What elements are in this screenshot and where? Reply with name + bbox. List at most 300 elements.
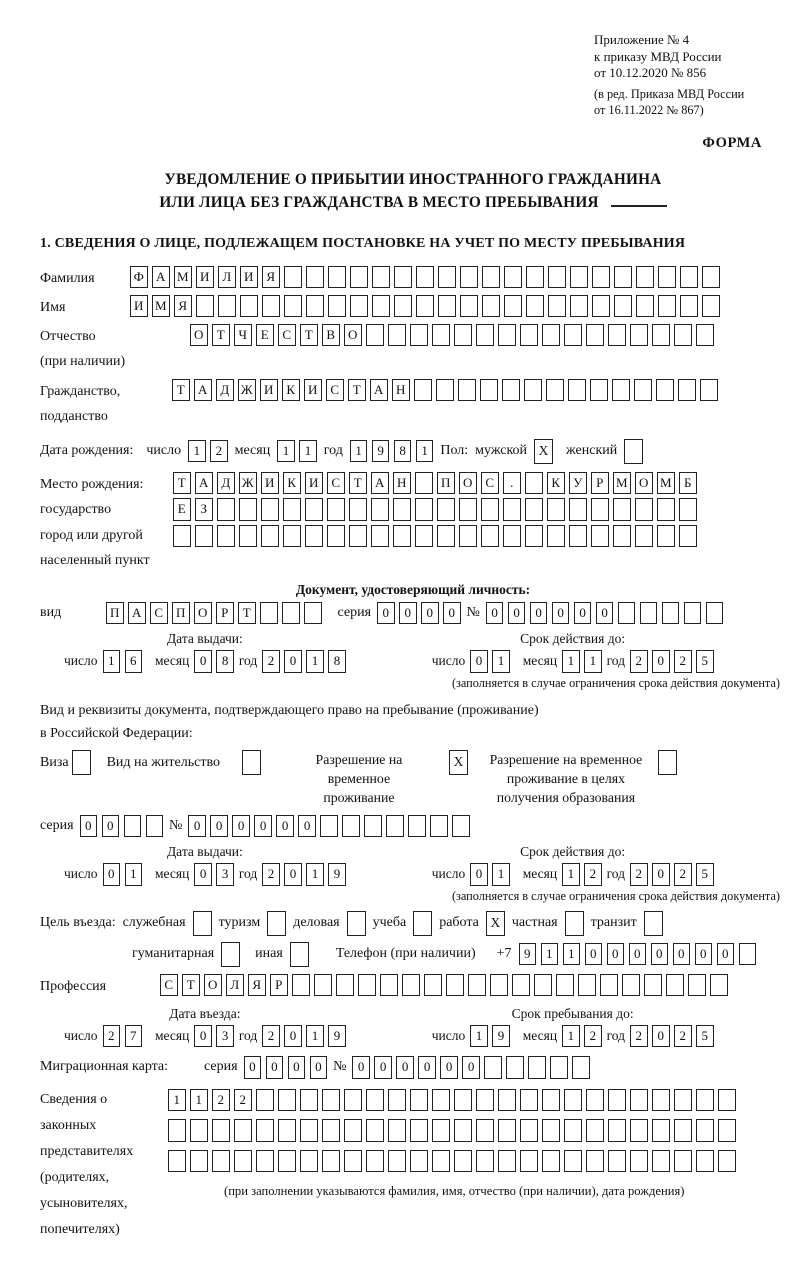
char-cell[interactable]: 0 <box>717 943 735 966</box>
char-cell[interactable]: А <box>128 602 146 625</box>
char-cell[interactable] <box>702 266 720 289</box>
char-cell[interactable] <box>635 525 653 548</box>
char-cell[interactable] <box>710 974 728 997</box>
char-cell[interactable]: Н <box>392 379 410 402</box>
char-cell[interactable]: 2 <box>262 863 280 886</box>
char-cell[interactable] <box>590 379 608 402</box>
char-cell[interactable] <box>476 1089 494 1112</box>
char-cell[interactable] <box>512 974 530 997</box>
char-cell[interactable] <box>386 815 404 838</box>
char-cell[interactable]: 2 <box>674 1025 692 1048</box>
char-cell[interactable] <box>525 472 543 495</box>
char-cell[interactable]: 2 <box>630 1025 648 1048</box>
char-cell[interactable] <box>446 974 464 997</box>
char-cell[interactable] <box>498 1150 516 1173</box>
char-cell[interactable] <box>306 266 324 289</box>
char-cell[interactable] <box>327 498 345 521</box>
char-cell[interactable] <box>520 324 538 347</box>
char-cell[interactable] <box>564 1089 582 1112</box>
char-cell[interactable] <box>327 525 345 548</box>
char-cell[interactable] <box>437 525 455 548</box>
char-cell[interactable] <box>696 1119 714 1142</box>
char-cell[interactable] <box>240 295 258 318</box>
char-cell[interactable] <box>284 266 302 289</box>
char-cell[interactable]: 0 <box>232 815 250 838</box>
char-cell[interactable] <box>482 295 500 318</box>
char-cell[interactable] <box>278 1119 296 1142</box>
char-cell[interactable] <box>542 1119 560 1142</box>
char-cell[interactable]: Ф <box>130 266 148 289</box>
char-cell[interactable]: А <box>194 379 212 402</box>
char-cell[interactable] <box>498 324 516 347</box>
migration-series-field[interactable] <box>244 1056 328 1079</box>
purpose-ucheba-checkbox[interactable] <box>413 911 432 936</box>
char-cell[interactable] <box>636 266 654 289</box>
id-doc-issue-month[interactable] <box>194 650 234 673</box>
char-cell[interactable] <box>503 498 521 521</box>
char-cell[interactable]: В <box>322 324 340 347</box>
char-cell[interactable] <box>613 498 631 521</box>
char-cell[interactable] <box>256 1150 274 1173</box>
char-cell[interactable]: 0 <box>695 943 713 966</box>
purpose-delovaya-checkbox[interactable] <box>347 911 366 936</box>
char-cell[interactable] <box>388 1150 406 1173</box>
char-cell[interactable]: 1 <box>299 440 317 463</box>
char-cell[interactable] <box>218 295 236 318</box>
char-cell[interactable] <box>349 525 367 548</box>
char-cell[interactable] <box>256 1089 274 1112</box>
char-cell[interactable] <box>468 974 486 997</box>
char-cell[interactable] <box>569 525 587 548</box>
residence-issue-month[interactable] <box>194 863 234 886</box>
char-cell[interactable] <box>388 1089 406 1112</box>
char-cell[interactable] <box>283 525 301 548</box>
char-cell[interactable] <box>408 815 426 838</box>
char-cell[interactable] <box>300 1150 318 1173</box>
char-cell[interactable] <box>410 1119 428 1142</box>
char-cell[interactable]: 1 <box>541 943 559 966</box>
temp-permit-checkbox[interactable]: X <box>449 750 468 775</box>
char-cell[interactable] <box>608 324 626 347</box>
char-cell[interactable] <box>460 266 478 289</box>
char-cell[interactable]: 2 <box>262 1025 280 1048</box>
char-cell[interactable] <box>261 525 279 548</box>
purpose-tranzit-checkbox[interactable] <box>644 911 663 936</box>
char-cell[interactable] <box>568 379 586 402</box>
char-cell[interactable]: 0 <box>284 863 302 886</box>
char-cell[interactable] <box>234 1119 252 1142</box>
char-cell[interactable] <box>393 525 411 548</box>
char-cell[interactable] <box>394 295 412 318</box>
char-cell[interactable]: 0 <box>284 1025 302 1048</box>
char-cell[interactable]: 0 <box>585 943 603 966</box>
char-cell[interactable] <box>652 1119 670 1142</box>
char-cell[interactable]: 2 <box>674 650 692 673</box>
char-cell[interactable] <box>432 1119 450 1142</box>
char-cell[interactable] <box>168 1119 186 1142</box>
char-cell[interactable] <box>173 525 191 548</box>
char-cell[interactable] <box>696 1150 714 1173</box>
char-cell[interactable] <box>262 295 280 318</box>
char-cell[interactable]: 0 <box>651 943 669 966</box>
char-cell[interactable] <box>678 379 696 402</box>
char-cell[interactable] <box>586 1089 604 1112</box>
char-cell[interactable]: 0 <box>421 602 439 625</box>
char-cell[interactable]: Т <box>348 379 366 402</box>
char-cell[interactable] <box>630 1119 648 1142</box>
char-cell[interactable]: 0 <box>310 1056 328 1079</box>
purpose-turizm-checkbox[interactable] <box>267 911 286 936</box>
char-cell[interactable] <box>498 1119 516 1142</box>
residence-issue-day[interactable] <box>103 863 143 886</box>
char-cell[interactable] <box>196 295 214 318</box>
char-cell[interactable] <box>410 1089 428 1112</box>
char-cell[interactable] <box>282 602 300 625</box>
char-cell[interactable]: 1 <box>306 650 324 673</box>
char-cell[interactable] <box>718 1119 736 1142</box>
purpose-inaya-checkbox[interactable] <box>290 942 309 967</box>
char-cell[interactable]: 9 <box>492 1025 510 1048</box>
char-cell[interactable] <box>618 602 636 625</box>
char-cell[interactable] <box>415 525 433 548</box>
char-cell[interactable]: 0 <box>508 602 526 625</box>
char-cell[interactable] <box>570 295 588 318</box>
char-cell[interactable] <box>600 974 618 997</box>
char-cell[interactable] <box>534 974 552 997</box>
char-cell[interactable] <box>634 379 652 402</box>
sex-female-checkbox[interactable] <box>624 439 643 464</box>
id-doc-issue-year[interactable] <box>262 650 346 673</box>
char-cell[interactable] <box>476 1119 494 1142</box>
char-cell[interactable]: . <box>503 472 521 495</box>
char-cell[interactable] <box>366 1089 384 1112</box>
char-cell[interactable]: 0 <box>396 1056 414 1079</box>
char-cell[interactable] <box>328 266 346 289</box>
char-cell[interactable] <box>239 498 257 521</box>
char-cell[interactable]: Ж <box>239 472 257 495</box>
char-cell[interactable] <box>548 266 566 289</box>
char-cell[interactable] <box>564 324 582 347</box>
id-doc-series-field[interactable] <box>377 602 461 625</box>
char-cell[interactable] <box>586 1150 604 1173</box>
char-cell[interactable] <box>706 602 724 625</box>
char-cell[interactable] <box>578 974 596 997</box>
char-cell[interactable] <box>388 1119 406 1142</box>
char-cell[interactable] <box>278 1089 296 1112</box>
char-cell[interactable] <box>371 498 389 521</box>
char-cell[interactable] <box>452 815 470 838</box>
phone-field[interactable] <box>519 943 757 966</box>
char-cell[interactable]: Л <box>218 266 236 289</box>
char-cell[interactable]: 0 <box>374 1056 392 1079</box>
char-cell[interactable] <box>640 602 658 625</box>
stay-until-day[interactable] <box>470 1025 510 1048</box>
id-doc-expiry-day[interactable] <box>470 650 510 673</box>
char-cell[interactable] <box>504 295 522 318</box>
char-cell[interactable] <box>350 266 368 289</box>
char-cell[interactable] <box>674 324 692 347</box>
char-cell[interactable]: Т <box>172 379 190 402</box>
id-doc-kind-field[interactable] <box>106 602 322 625</box>
char-cell[interactable]: 0 <box>470 650 488 673</box>
char-cell[interactable]: К <box>282 379 300 402</box>
char-cell[interactable] <box>195 525 213 548</box>
char-cell[interactable] <box>591 525 609 548</box>
char-cell[interactable] <box>305 525 323 548</box>
char-cell[interactable]: 0 <box>194 650 212 673</box>
char-cell[interactable]: 0 <box>254 815 272 838</box>
char-cell[interactable] <box>432 1150 450 1173</box>
char-cell[interactable] <box>542 324 560 347</box>
char-cell[interactable]: 0 <box>673 943 691 966</box>
char-cell[interactable] <box>656 379 674 402</box>
char-cell[interactable]: О <box>459 472 477 495</box>
char-cell[interactable]: К <box>283 472 301 495</box>
char-cell[interactable] <box>212 1150 230 1173</box>
char-cell[interactable]: 0 <box>288 1056 306 1079</box>
char-cell[interactable] <box>658 266 676 289</box>
char-cell[interactable] <box>414 379 432 402</box>
char-cell[interactable]: 1 <box>350 440 368 463</box>
char-cell[interactable] <box>504 266 522 289</box>
char-cell[interactable]: Е <box>173 498 191 521</box>
visa-checkbox[interactable] <box>72 750 91 775</box>
char-cell[interactable] <box>388 324 406 347</box>
char-cell[interactable] <box>679 498 697 521</box>
residence-issue-year[interactable] <box>262 863 346 886</box>
char-cell[interactable] <box>674 1150 692 1173</box>
char-cell[interactable]: 7 <box>125 1025 143 1048</box>
char-cell[interactable] <box>372 295 390 318</box>
char-cell[interactable] <box>547 525 565 548</box>
char-cell[interactable]: 0 <box>80 815 98 838</box>
char-cell[interactable]: 9 <box>519 943 537 966</box>
char-cell[interactable]: Я <box>262 266 280 289</box>
char-cell[interactable]: 1 <box>277 440 295 463</box>
char-cell[interactable]: 0 <box>194 863 212 886</box>
char-cell[interactable]: 0 <box>440 1056 458 1079</box>
char-cell[interactable] <box>506 1056 524 1079</box>
char-cell[interactable]: 1 <box>306 863 324 886</box>
char-cell[interactable]: 0 <box>399 602 417 625</box>
char-cell[interactable] <box>542 1150 560 1173</box>
char-cell[interactable] <box>336 974 354 997</box>
char-cell[interactable]: 2 <box>210 440 228 463</box>
citizenship-field[interactable] <box>172 379 718 402</box>
char-cell[interactable] <box>498 1089 516 1112</box>
char-cell[interactable]: С <box>326 379 344 402</box>
char-cell[interactable]: 5 <box>696 863 714 886</box>
profession-field[interactable] <box>160 974 728 997</box>
char-cell[interactable] <box>372 266 390 289</box>
char-cell[interactable] <box>542 1089 560 1112</box>
residence-expiry-day[interactable] <box>470 863 510 886</box>
char-cell[interactable] <box>680 295 698 318</box>
char-cell[interactable]: С <box>150 602 168 625</box>
birthdate-day-field[interactable] <box>188 440 228 463</box>
char-cell[interactable]: Т <box>173 472 191 495</box>
char-cell[interactable]: Т <box>182 974 200 997</box>
char-cell[interactable] <box>520 1150 538 1173</box>
char-cell[interactable]: Н <box>393 472 411 495</box>
char-cell[interactable] <box>572 1056 590 1079</box>
char-cell[interactable] <box>480 379 498 402</box>
char-cell[interactable] <box>168 1150 186 1173</box>
char-cell[interactable]: 0 <box>652 650 670 673</box>
char-cell[interactable] <box>256 1119 274 1142</box>
char-cell[interactable]: 0 <box>188 815 206 838</box>
char-cell[interactable] <box>416 295 434 318</box>
char-cell[interactable]: 0 <box>652 863 670 886</box>
char-cell[interactable]: 0 <box>443 602 461 625</box>
char-cell[interactable]: О <box>194 602 212 625</box>
char-cell[interactable]: Т <box>300 324 318 347</box>
char-cell[interactable] <box>556 974 574 997</box>
char-cell[interactable] <box>718 1089 736 1112</box>
char-cell[interactable]: 0 <box>266 1056 284 1079</box>
char-cell[interactable]: М <box>657 472 675 495</box>
char-cell[interactable]: 1 <box>168 1089 186 1112</box>
char-cell[interactable]: А <box>152 266 170 289</box>
char-cell[interactable] <box>344 1089 362 1112</box>
char-cell[interactable] <box>476 1150 494 1173</box>
char-cell[interactable]: К <box>547 472 565 495</box>
char-cell[interactable]: 1 <box>492 863 510 886</box>
char-cell[interactable]: 9 <box>328 863 346 886</box>
char-cell[interactable]: 3 <box>216 863 234 886</box>
char-cell[interactable] <box>415 498 433 521</box>
char-cell[interactable] <box>436 379 454 402</box>
char-cell[interactable] <box>636 295 654 318</box>
char-cell[interactable] <box>454 1150 472 1173</box>
char-cell[interactable]: Д <box>216 379 234 402</box>
char-cell[interactable]: 2 <box>630 863 648 886</box>
char-cell[interactable] <box>546 379 564 402</box>
char-cell[interactable] <box>300 1119 318 1142</box>
char-cell[interactable] <box>393 498 411 521</box>
char-cell[interactable]: И <box>196 266 214 289</box>
edu-permit-checkbox[interactable] <box>658 750 677 775</box>
char-cell[interactable]: 5 <box>696 650 714 673</box>
char-cell[interactable]: 1 <box>306 1025 324 1048</box>
char-cell[interactable] <box>342 815 360 838</box>
char-cell[interactable] <box>371 525 389 548</box>
char-cell[interactable]: Ж <box>238 379 256 402</box>
char-cell[interactable]: 1 <box>563 943 581 966</box>
char-cell[interactable] <box>586 324 604 347</box>
birthplace-row2-field[interactable] <box>173 498 697 521</box>
char-cell[interactable]: 2 <box>234 1089 252 1112</box>
char-cell[interactable]: М <box>613 472 631 495</box>
char-cell[interactable]: 2 <box>630 650 648 673</box>
char-cell[interactable] <box>680 266 698 289</box>
char-cell[interactable]: П <box>172 602 190 625</box>
char-cell[interactable] <box>635 498 653 521</box>
char-cell[interactable] <box>366 1150 384 1173</box>
residence-expiry-year[interactable] <box>630 863 714 886</box>
char-cell[interactable] <box>260 602 278 625</box>
representatives-row2-field[interactable] <box>168 1119 736 1142</box>
char-cell[interactable] <box>124 815 142 838</box>
char-cell[interactable] <box>592 295 610 318</box>
birthplace-row3-field[interactable] <box>173 525 697 548</box>
char-cell[interactable] <box>484 1056 502 1079</box>
char-cell[interactable]: 1 <box>562 1025 580 1048</box>
id-doc-expiry-year[interactable] <box>630 650 714 673</box>
char-cell[interactable]: Е <box>256 324 274 347</box>
char-cell[interactable] <box>190 1150 208 1173</box>
char-cell[interactable] <box>564 1150 582 1173</box>
char-cell[interactable] <box>525 498 543 521</box>
char-cell[interactable]: 0 <box>418 1056 436 1079</box>
char-cell[interactable] <box>476 324 494 347</box>
char-cell[interactable]: У <box>569 472 587 495</box>
char-cell[interactable] <box>684 602 702 625</box>
char-cell[interactable] <box>344 1119 362 1142</box>
char-cell[interactable]: 1 <box>416 440 434 463</box>
char-cell[interactable] <box>304 602 322 625</box>
char-cell[interactable] <box>569 498 587 521</box>
char-cell[interactable] <box>630 1089 648 1112</box>
char-cell[interactable]: 2 <box>262 650 280 673</box>
char-cell[interactable] <box>630 324 648 347</box>
char-cell[interactable] <box>459 525 477 548</box>
char-cell[interactable] <box>217 498 235 521</box>
char-cell[interactable] <box>322 1089 340 1112</box>
char-cell[interactable] <box>432 1089 450 1112</box>
representatives-row1-field[interactable] <box>168 1089 736 1112</box>
purpose-gumanitarnaya-checkbox[interactable] <box>221 942 240 967</box>
char-cell[interactable]: 5 <box>696 1025 714 1048</box>
char-cell[interactable] <box>284 295 302 318</box>
char-cell[interactable] <box>454 1089 472 1112</box>
char-cell[interactable] <box>644 974 662 997</box>
char-cell[interactable] <box>503 525 521 548</box>
char-cell[interactable]: П <box>437 472 455 495</box>
char-cell[interactable]: С <box>278 324 296 347</box>
char-cell[interactable]: С <box>327 472 345 495</box>
char-cell[interactable] <box>239 525 257 548</box>
char-cell[interactable]: О <box>190 324 208 347</box>
char-cell[interactable] <box>570 266 588 289</box>
char-cell[interactable]: 0 <box>276 815 294 838</box>
char-cell[interactable]: 0 <box>596 602 614 625</box>
char-cell[interactable] <box>652 324 670 347</box>
char-cell[interactable] <box>402 974 420 997</box>
char-cell[interactable] <box>146 815 164 838</box>
char-cell[interactable] <box>481 525 499 548</box>
char-cell[interactable] <box>612 379 630 402</box>
char-cell[interactable]: О <box>635 472 653 495</box>
char-cell[interactable]: И <box>260 379 278 402</box>
purpose-sluzhebnaya-checkbox[interactable] <box>193 911 212 936</box>
char-cell[interactable]: Я <box>174 295 192 318</box>
entry-date-month[interactable] <box>194 1025 234 1048</box>
char-cell[interactable]: Р <box>591 472 609 495</box>
char-cell[interactable] <box>547 498 565 521</box>
char-cell[interactable] <box>350 295 368 318</box>
char-cell[interactable]: 2 <box>103 1025 121 1048</box>
char-cell[interactable] <box>190 1119 208 1142</box>
char-cell[interactable] <box>528 1056 546 1079</box>
char-cell[interactable] <box>674 1089 692 1112</box>
sex-male-checkbox[interactable]: X <box>534 439 553 464</box>
char-cell[interactable] <box>328 295 346 318</box>
char-cell[interactable] <box>666 974 684 997</box>
entry-date-year[interactable] <box>262 1025 346 1048</box>
char-cell[interactable]: Л <box>226 974 244 997</box>
char-cell[interactable]: И <box>261 472 279 495</box>
